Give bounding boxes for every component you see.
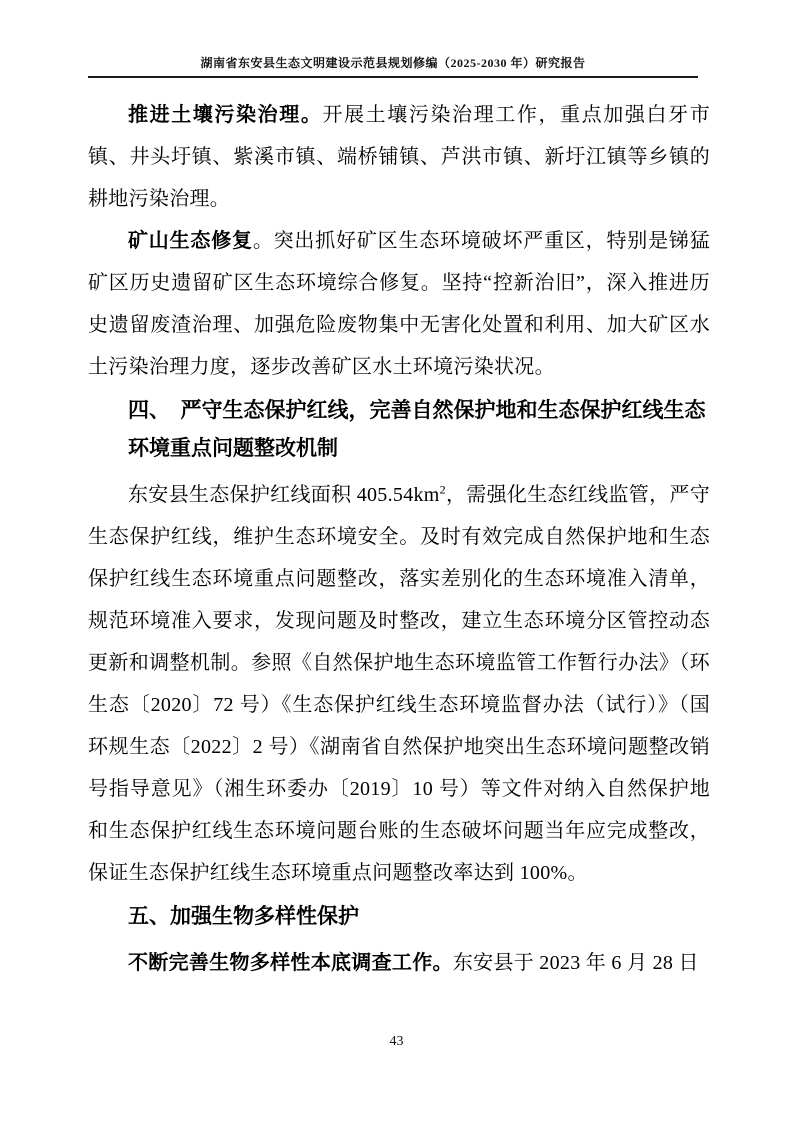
text-run: 东安县生态保护红线面积 405.54km: [128, 484, 440, 506]
text-run: 。突出抓好矿区生态环境破坏严重区，特别是锑猛矿区历史遗留矿区生态环境综合修复。坚持“控新治旧”，深入推进历史遗留废渣治理、加强危险废物集中无害化处置和利用、加大矿区水土污染治理力度，逐步改善矿区水土环境污染状况。: [88, 230, 710, 378]
text-run: ，需强化生态红线监管，严守生态保护红线，维护生态环境安全。及时有效完成自然保护地和生态保护红线生态环境重点问题整改，落实差别化的生态环境准入清单，规范环境准入要求，发现问题及时整改，建立生态环境分区管控动态更新和调整机制。参照《自然保护地生态环境监管工作暂行办法》（环生态〔2020〕72 号）《生态保护红线生态环境监督办法（试行）》（国环规生态〔2022〕2 号）《湖南省自然保护地突出生态环境问题整改销号指导意见》（湘生环委办〔2019〕10 号）等文件对纳入自然保护地和生态保护红线生态环境问题台账的生态破坏问题当年应完成整改，保证生态保护红线生态环境重点问题整改率达到 100%。: [88, 484, 710, 884]
section-heading: 四、 严守生态保护红线，完善自然保护地和生态保护红线生态环境重点问题整改机制: [128, 399, 706, 460]
bold-run: 推进土壤污染治理。: [128, 104, 323, 126]
page-header: 湖南省东安县生态文明建设示范县规划修编（2025-2030 年）研究报告: [88, 54, 698, 78]
text-run: 开展土壤污染治理工作，重点加强白牙市镇、井头圩镇、紫溪市镇、端桥铺镇、芦洪市镇、新圩江镇等乡镇的耕地污染治理。: [88, 104, 710, 210]
paragraph: [88, 94, 710, 220]
paragraph: [88, 220, 710, 388]
section-heading: 五、加强生物多样性保护: [128, 905, 359, 928]
text-run: 2: [439, 482, 446, 497]
document-body: [88, 94, 710, 984]
bold-run: 矿山生态修复: [128, 230, 253, 252]
text-run: 东安县于 2023 年 6 月 28 日: [452, 952, 699, 974]
bold-run: 不断完善生物多样性本底调查工作。: [128, 952, 453, 974]
paragraph: [88, 942, 710, 984]
page-number: 43: [389, 1034, 404, 1049]
paragraph: [88, 474, 710, 894]
